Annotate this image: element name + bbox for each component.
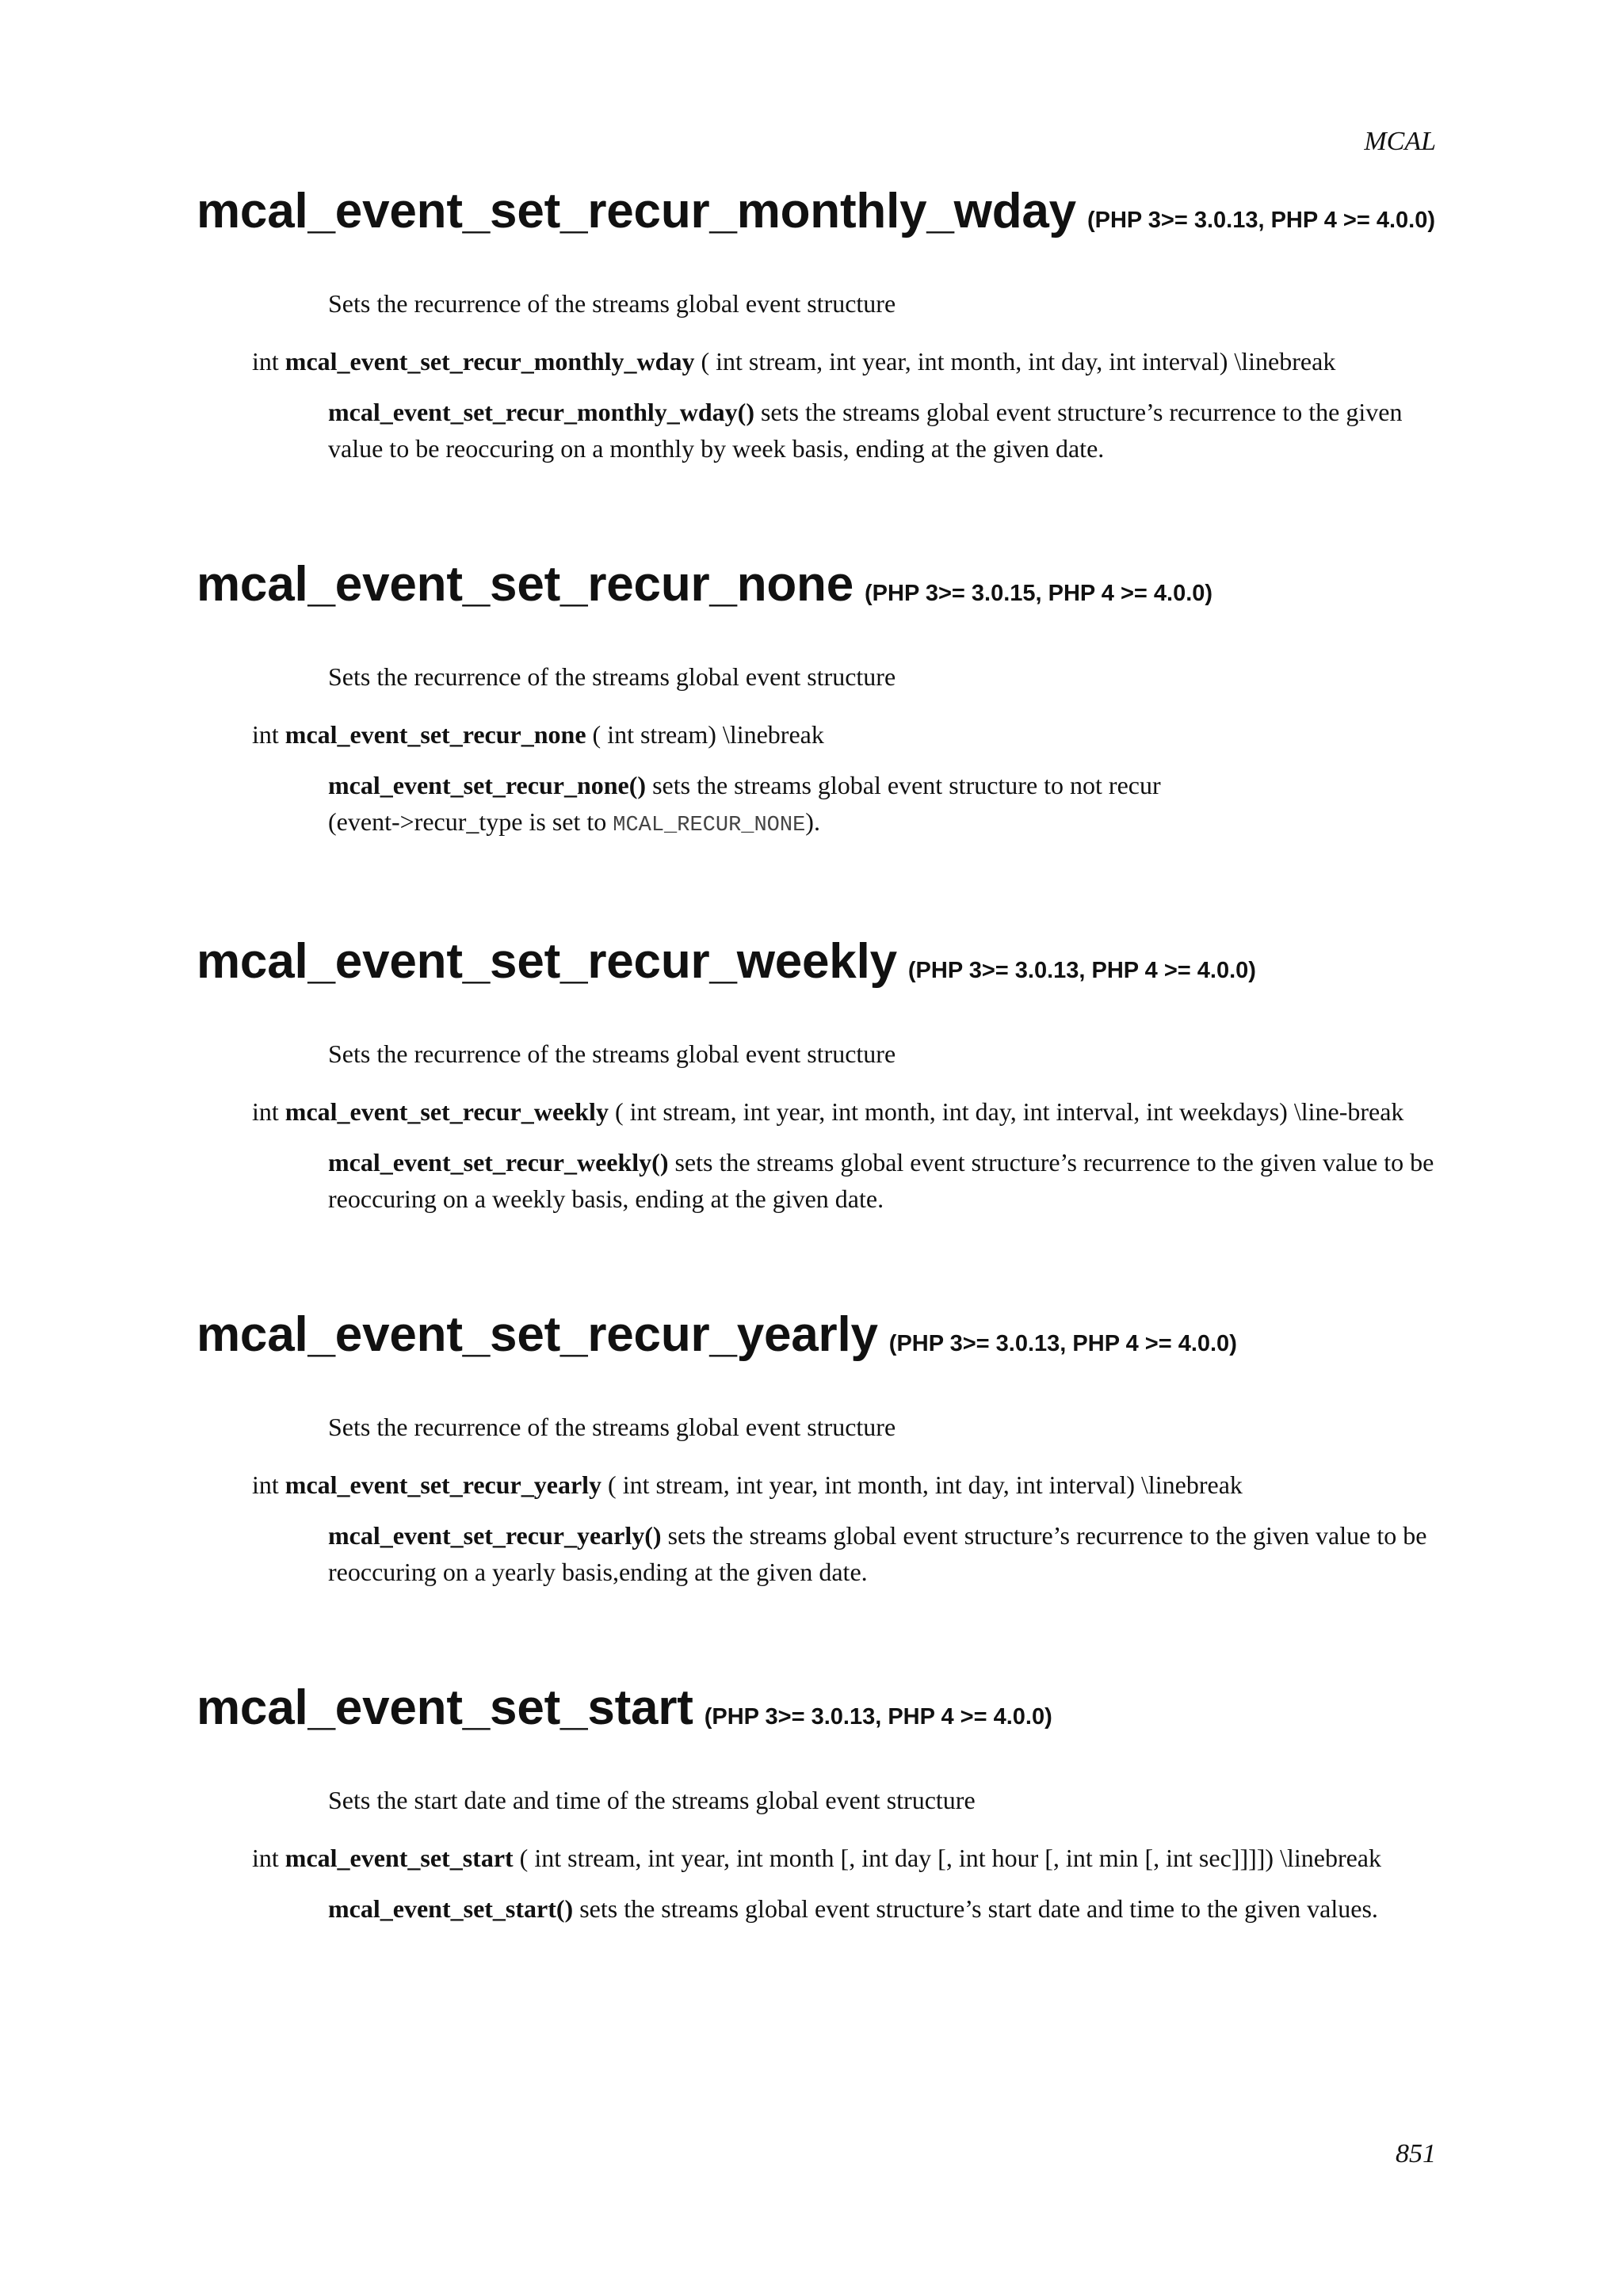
function-heading bbox=[197, 1304, 1436, 1376]
synopsis-function-name: mcal_event_set_recur_monthly_wday bbox=[285, 347, 695, 376]
description-text: sets the streams global event structure’s start date and time to the given values. bbox=[573, 1894, 1378, 1923]
synopsis-function-name: mcal_event_set_recur_yearly bbox=[285, 1470, 602, 1499]
function-entry-set-start bbox=[197, 1677, 1436, 1927]
description-text: sets the streams global event structure’s recurrence to the given value to be reoccuring on a yearly basis,ending at the given date. bbox=[328, 1521, 1427, 1586]
function-heading bbox=[197, 1677, 1436, 1749]
function-entry-recur-yearly bbox=[197, 1304, 1436, 1590]
description-text: sets the streams global event structure to not recur bbox=[646, 771, 1161, 799]
function-entry-recur-none bbox=[197, 554, 1436, 844]
function-synopsis bbox=[197, 1093, 1436, 1130]
description-text-end: ). bbox=[805, 807, 820, 836]
function-title: mcal_event_set_recur_yearly bbox=[197, 1307, 878, 1362]
description-constant: MCAL_RECUR_NONE bbox=[613, 814, 806, 837]
synopsis-arguments: ( int stream) \linebreak bbox=[586, 720, 824, 749]
function-description bbox=[328, 1144, 1436, 1217]
function-synopsis bbox=[197, 1466, 1436, 1503]
function-title: mcal_event_set_recur_weekly bbox=[197, 934, 897, 989]
synopsis-return-type: int bbox=[252, 1844, 285, 1872]
description-text: sets the streams global event structure’s recurrence to the given value to be reoccuring on a monthly by week basis, ending at the given date. bbox=[328, 398, 1403, 463]
function-heading bbox=[197, 181, 1436, 253]
function-purpose: Sets the start date and time of the streams global event structure bbox=[328, 1786, 976, 1814]
function-description bbox=[328, 767, 1436, 844]
function-synopsis bbox=[197, 1840, 1436, 1876]
function-heading bbox=[197, 554, 1436, 626]
function-version: (PHP 3>= 3.0.13, PHP 4 >= 4.0.0) bbox=[907, 958, 1256, 983]
function-entry-recur-weekly bbox=[197, 931, 1436, 1217]
synopsis-arguments: ( int stream, int year, int month, int day, int interval) \linebreak bbox=[694, 347, 1336, 376]
function-heading bbox=[197, 931, 1436, 1003]
function-purpose: Sets the recurrence of the streams global event structure bbox=[328, 1039, 896, 1068]
description-function-name: mcal_event_set_recur_weekly() bbox=[328, 1148, 669, 1177]
function-synopsis bbox=[197, 716, 1436, 753]
synopsis-function-name: mcal_event_set_recur_weekly bbox=[285, 1097, 609, 1126]
description-function-name: mcal_event_set_recur_monthly_wday() bbox=[328, 398, 754, 426]
synopsis-arguments: ( int stream, int year, int month [, int day [, int hour [, int min [, int sec]]]]) \linebreak bbox=[513, 1844, 1381, 1872]
description-text-line2: (event->recur_type is set to bbox=[328, 807, 613, 836]
synopsis-return-type: int bbox=[252, 720, 285, 749]
synopsis-return-type: int bbox=[252, 1470, 285, 1499]
function-purpose: Sets the recurrence of the streams global event structure bbox=[328, 1413, 896, 1441]
page-number: 851 bbox=[1396, 2139, 1436, 2168]
page-content bbox=[197, 181, 1436, 1927]
function-version: (PHP 3>= 3.0.13, PHP 4 >= 4.0.0) bbox=[704, 1704, 1052, 1730]
function-description bbox=[328, 1890, 1436, 1927]
description-text: sets the streams global event structure’s recurrence to the given value to be reoccuring on a weekly basis, ending at the given date. bbox=[328, 1148, 1434, 1213]
description-function-name: mcal_event_set_recur_yearly() bbox=[328, 1521, 662, 1550]
function-version: (PHP 3>= 3.0.13, PHP 4 >= 4.0.0) bbox=[888, 1331, 1237, 1356]
description-function-name: mcal_event_set_start() bbox=[328, 1894, 574, 1923]
running-header: MCAL bbox=[1364, 127, 1436, 156]
synopsis-arguments: ( int stream, int year, int month, int day, int interval) \linebreak bbox=[601, 1470, 1243, 1499]
synopsis-return-type: int bbox=[252, 1097, 285, 1126]
function-purpose: Sets the recurrence of the streams global event structure bbox=[328, 662, 896, 691]
function-description bbox=[328, 1517, 1436, 1590]
function-title: mcal_event_set_start bbox=[197, 1680, 693, 1735]
function-title: mcal_event_set_recur_none bbox=[197, 557, 854, 612]
synopsis-arguments: ( int stream, int year, int month, int day, int interval, int weekdays) \line-break bbox=[608, 1097, 1404, 1126]
description-function-name: mcal_event_set_recur_none() bbox=[328, 771, 647, 799]
synopsis-function-name: mcal_event_set_start bbox=[285, 1844, 514, 1872]
function-version: (PHP 3>= 3.0.15, PHP 4 >= 4.0.0) bbox=[865, 581, 1213, 606]
synopsis-function-name: mcal_event_set_recur_none bbox=[285, 720, 586, 749]
function-purpose: Sets the recurrence of the streams global event structure bbox=[328, 289, 896, 318]
function-description bbox=[328, 394, 1436, 467]
function-title: mcal_event_set_recur_monthly_wday bbox=[197, 184, 1076, 238]
function-synopsis bbox=[197, 343, 1436, 379]
function-entry-recur-monthly-wday bbox=[197, 181, 1436, 467]
synopsis-return-type: int bbox=[252, 347, 285, 376]
function-version: (PHP 3>= 3.0.13, PHP 4 >= 4.0.0) bbox=[1086, 208, 1436, 233]
